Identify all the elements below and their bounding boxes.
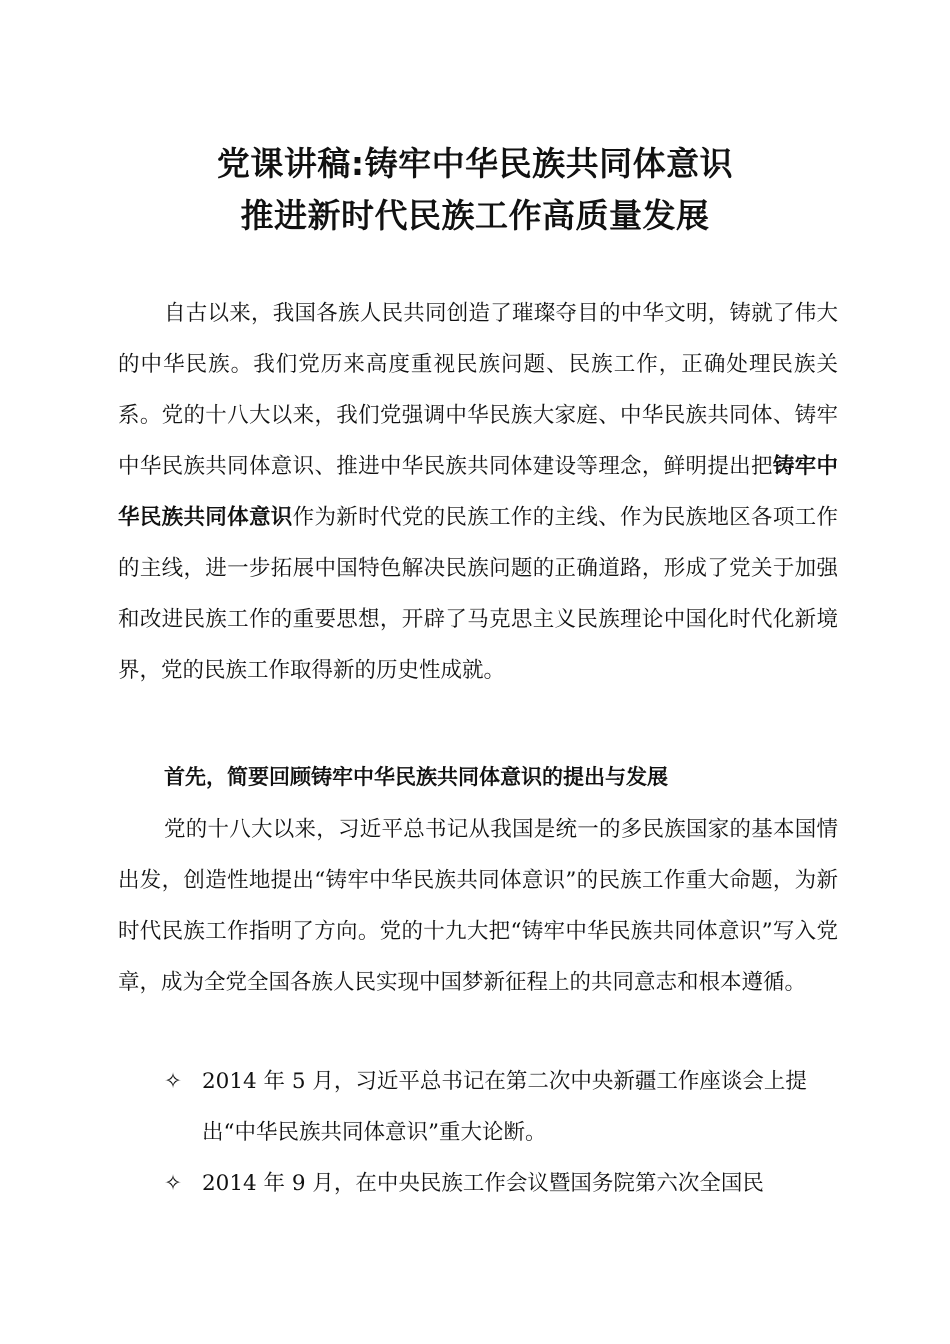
bullet-text: 2014 年 5 月，习近平总书记在第二次中央新疆工作座谈会上提出“中华民族共同体意识”重大论断。: [202, 1069, 807, 1145]
title-line-1: 党课讲稿:铸牢中华民族共同体意识: [216, 144, 734, 183]
bullet-star-icon: ✧: [164, 1069, 183, 1094]
bullet-text: 2014 年 9 月，在中央民族工作会议暨国务院第六次全国民: [202, 1171, 764, 1196]
bullet-item: [164, 1056, 844, 1158]
intro-paragraph: [118, 288, 838, 696]
title-line-2: 推进新时代民族工作高质量发展: [240, 196, 710, 235]
body-paragraph: 党的十八大以来，习近平总书记从我国是统一的多民族国家的基本国情出发，创造性地提出“铸牢中华民族共同体意识”的民族工作重大命题，为新时代民族工作指明了方向。党的十九大把“铸牢中华民族共同体意识”写入党章，成为全党全国各族人民实现中国梦新征程上的共同意志和根本遵循。: [118, 817, 838, 995]
section-heading: 首先，简要回顾铸牢中华民族共同体意识的提出与发展: [164, 765, 668, 789]
intro-text-after: 作为新时代党的民族工作的主线、作为民族地区各项工作的主线，进一步拓展中国特色解决民族问题的正确道路，形成了党关于加强和改进民族工作的重要思想，开辟了马克思主义民族理论中国化时代化新境界，党的民族工作取得新的历史性成就。: [118, 505, 838, 683]
bullet-star-icon: ✧: [164, 1171, 183, 1196]
intro-text-before: 自古以来，我国各族人民共同创造了璀璨夺目的中华文明，铸就了伟大的中华民族。我们党历来高度重视民族问题、民族工作，正确处理民族关系。党的十八大以来，我们党强调中华民族大家庭、中华民族共同体、铸牢中华民族共同体意识、推进中华民族共同体建设等理念，鲜明提出把: [118, 301, 838, 479]
bullet-item: [164, 1158, 844, 1209]
intro-emphasis: 铸牢中华民族共同体意识: [118, 454, 838, 530]
